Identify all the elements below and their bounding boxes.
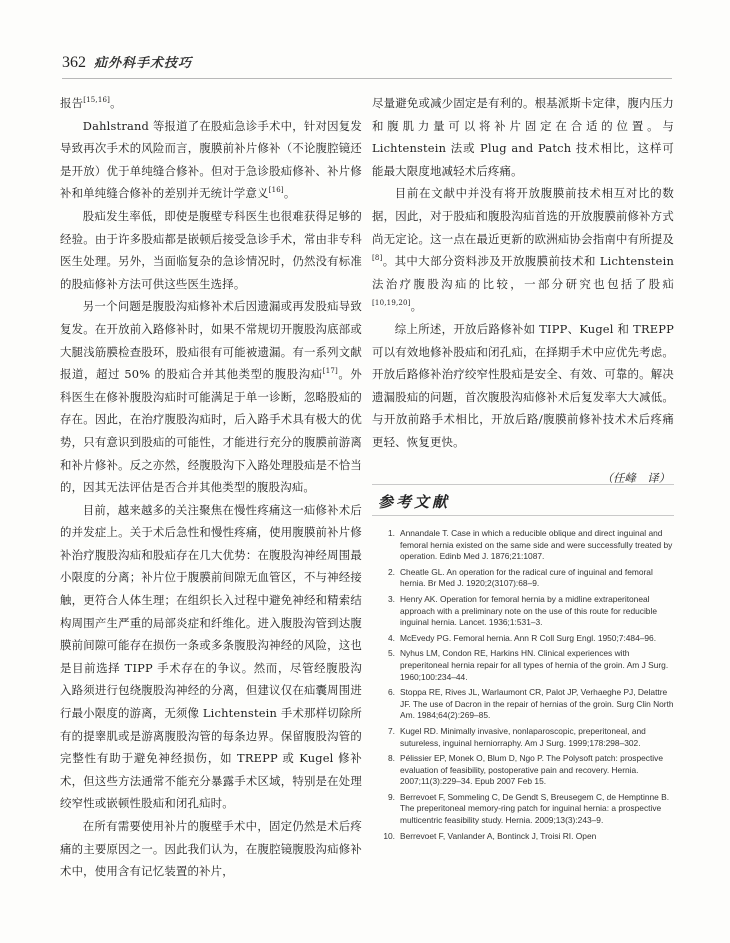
page-number: 362 (62, 54, 86, 71)
citation: [10,19,20] (372, 299, 411, 308)
citation: [15,16] (83, 96, 111, 105)
reference-number: 8. (388, 753, 395, 764)
reference-text: Berrevoet F, Vanlander A, Bontinck J, Troisi RI. Open (400, 830, 597, 841)
reference-text: Cheatle GL. An operation for the radical cure of inguinal and femoral hernia. Br Med J. 1920;2(3107):68–9. (400, 566, 653, 589)
reference-number: 3. (388, 593, 395, 604)
paragraph: 目前在文献中并没有将开放腹膜前技术相互对比的数据，因此，对于股疝和腹股沟疝首选的开放腹膜前修补方式尚无定论。这一点在最近更新的欧洲疝协会指南中有所提及[8]。其中大部分资料涉及开放腹膜前技术和 Lichtenstein 法治疗腹股沟疝的比较，一部分研究也包括了股疝[10,19,20]。 (372, 186, 674, 314)
paragraph: 报告[15,16]。 (60, 96, 122, 110)
reference-number: 6. (388, 687, 395, 698)
paragraph: Dahlstrand 等报道了在股疝急诊手术中，针对因复发导致再次手术的风险而言，腹膜前补片修补（不论腹腔镜还是开放）优于单纯缝合修补。但对于急诊股疝修补、补片修补和单纯缝合修补的差别并无统计学意义[16]。 (60, 118, 362, 201)
right-column (372, 92, 674, 486)
reference-item (380, 528, 674, 563)
reference-item (380, 753, 674, 788)
citation: [17] (322, 367, 338, 376)
translator-credit: （任峰 译） (601, 470, 670, 485)
reference-number: 5. (388, 648, 395, 659)
reference-item (380, 594, 674, 629)
left-column (60, 92, 362, 883)
paragraph: 目前，越来越多的关注聚焦在慢性疼痛这一疝修补术后的并发症上。关于术后急性和慢性疼痛，使用腹膜前补片修补治疗腹股沟疝和股疝存在几大优势：在腹股沟神经周围最小限度的分离；补片位于腹膜前间隙无血管区，不与神经接触，更符合人体生理；在组织长入过程中避免神经和精索结构周围产生严重的局部炎症和纤维化。进入腹股沟管到达腹膜前间隙可能存在损伤一条或多条腹股沟神经的风险，这也是目前选择 TIPP 手术存在的争议。然而，尽管经腹股沟入路须进行包绕腹股沟神经的分离，但建议仅在疝囊周围进行最小限度的游离，无须像 Lichtenstein 手术那样切除所有的提睾肌或是游离腹股沟管的每条边界。保留腹股沟管的完整性有助于避免神经损伤，如 TREPP 或 Kugel 修补术，但这些方法通常不能充分暴露手术区域，特别是在处理绞窄性或嵌顿性股疝和闭孔疝时。 (60, 502, 362, 811)
references-heading: 参考文献 (378, 493, 451, 511)
reference-item (380, 567, 674, 590)
reference-number: 2. (388, 566, 395, 577)
reference-text: Annandale T. Case in which a reducible oblique and direct inguinal and femoral hernia existed on the same side and were successfully treated by operation. Edinb Med J. 1876;21:1087. (400, 528, 673, 562)
paragraph: 综上所述，开放后路修补如 TIPP、Kugel 和 TREPP 可以有效地修补股疝和闭孔疝，在择期手术中应优先考虑。开放后路修补治疗绞窄性股疝是安全、有效、可靠的。解决遗漏股疝的问题，首次腹股沟疝修补术后复发率大大减低。与开放前路手术相比，开放后路/腹膜前修补技术术后疼痛更轻、恢复更快。 (372, 321, 674, 449)
reference-number: 1. (388, 528, 395, 538)
reference-item (380, 726, 674, 749)
reference-number: 10. (383, 830, 395, 841)
citation: [8] (372, 254, 383, 263)
reference-list (380, 528, 674, 846)
page-header (62, 52, 672, 78)
paragraph: 尽量避免或减少固定是有利的。根基派斯卡定律，腹内压力和腹肌力量可以将补片固定在合适的位置。与 Lichtenstein 法或 Plug and Patch 技术相比，这样可能最大限度地减轻术后疼痛。 (372, 96, 674, 178)
reference-number: 7. (388, 725, 395, 736)
reference-item (380, 648, 674, 683)
reference-text: Henry AK. Operation for femoral hernia by a midline extraperitoneal approach with a preliminary note on the use of this route for reducible inguinal hernia. Lancet. 1936;1:531–3. (400, 593, 657, 628)
reference-item (380, 687, 674, 722)
reference-item (380, 633, 674, 645)
reference-text: Berrevoet F, Sommeling C, De Gendt S, Breusegem C, de Hemptinne B. The preperitoneal memory-ring patch for inguinal hernia: a prospective multicentric feasibility study. Hernia. 2009;13(3):243–9. (400, 791, 670, 826)
header-rule (62, 78, 672, 79)
paragraph: 在所有需要使用补片的腹壁手术中，固定仍然是术后疼痛的主要原因之一。因此我们认为，在腹腔镜腹股沟疝修补术中，使用含有记忆装置的补片， (60, 819, 362, 879)
reference-text: Stoppa RE, Rives JL, Warlaumont CR, Palot JP, Verhaeghe PJ, Delattre JF. The use of Dacron in the repair of hernias of the groin. Surg Clin North Am. 1984;64(2):269–85. (400, 687, 674, 721)
reference-text: Pélissier EP, Monek O, Blum D, Ngo P. The Polysoft patch: prospective evaluation of feasibility, postoperative pain and recovery. Hernia. 2007;11(3):229–34. Epub 2007 Feb 15. (400, 753, 664, 787)
reference-number: 9. (388, 791, 395, 802)
reference-text: McEvedy PG. Femoral hernia. Ann R Coll Surg Engl. 1950;7:484–96. (400, 632, 657, 643)
citation: [16] (268, 186, 284, 195)
reference-item (380, 792, 674, 827)
reference-number: 4. (388, 632, 395, 643)
reference-text: Kugel RD. Minimally invasive, nonlaparoscopic, preperitoneal, and sutureless, inguinal herniorraphy. Am J Surg. 1999;178:298–302. (400, 725, 646, 748)
paragraph: 股疝发生率低，即使是腹壁专科医生也很难获得足够的经验。由于许多股疝都是嵌顿后接受急诊手术，常由非专科医生处理。另外，当面临复杂的急诊情况时，仍然没有标准的股疝修补方法可供这些医生选择。 (60, 208, 362, 291)
running-title: 疝外科手术技巧 (94, 56, 193, 71)
paragraph: 另一个问题是腹股沟疝修补术后因遗漏或再发股疝导致复发。在开放前入路修补时，如果不常规切开腹股沟底部或大腿浅筋膜检查股环，股疝很有可能被遗漏。有一系列文献报道，超过 50% 的股疝合并其他类型的腹股沟疝[17]。外科医生在修补腹股沟疝时可能满足于单一诊断，忽略股疝的存在。因此，在治疗腹股沟疝时，后入路手术具有极大的优势，只有意识到股疝的可能性，才能进行充分的腹膜前游离和补片修补。反之亦然，经腹股沟下入路处理股疝是不恰当的，因其无法评估是否合并其他类型的腹股沟疝。 (60, 299, 362, 495)
references-rule-top (372, 484, 674, 485)
reference-text: Nyhus LM, Condon RE, Harkins HN. Clinical experiences with preperitoneal hernia repair for all types of hernia of the groin. Am J Surg. 1960;100:234–44. (400, 648, 669, 682)
references-rule-bottom (372, 515, 674, 516)
reference-item (380, 831, 674, 843)
